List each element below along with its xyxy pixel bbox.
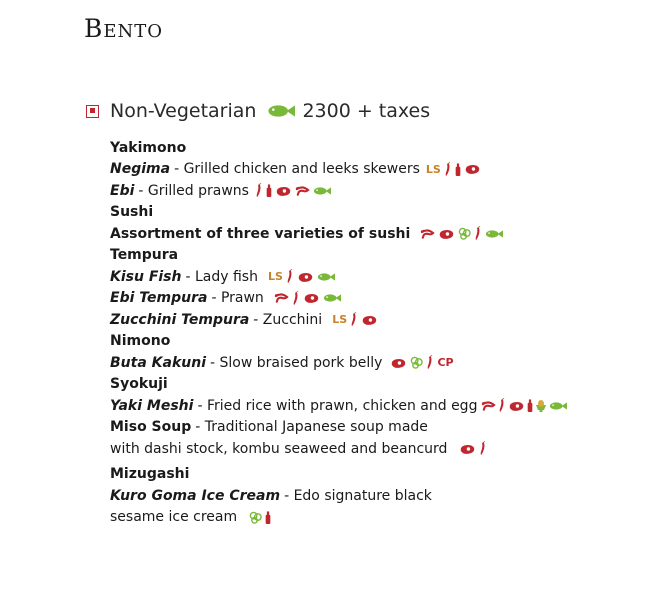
- chili-icon: [444, 162, 452, 177]
- chili-icon: [292, 291, 300, 306]
- item-name: Ebi Tempura: [110, 290, 208, 307]
- item-name: Yaki Meshi: [110, 397, 194, 414]
- cp-badge: CP: [437, 356, 454, 370]
- egg-icon: [535, 399, 547, 413]
- category-header: [86, 98, 430, 124]
- category-label: Non-Vegetarian: [110, 100, 257, 122]
- meat-icon: [361, 314, 378, 326]
- item-icons: [481, 398, 567, 413]
- menu-item-kuro-goma: [110, 485, 630, 507]
- menu-item-buta-kakuni: [110, 352, 630, 374]
- item-name: Assortment of three varieties of sushi: [110, 225, 411, 242]
- fish-icon: [549, 401, 567, 411]
- item-name: Negima: [110, 161, 171, 178]
- fish-icon: [317, 272, 335, 282]
- item-description: - Fried rice with prawn, chicken and egg: [197, 397, 478, 414]
- item-description: - Slow braised pork belly: [210, 354, 383, 371]
- chili-icon: [255, 183, 263, 198]
- item-icons: [426, 162, 481, 177]
- section-heading: Syokuji: [110, 376, 168, 393]
- prawn-icon: [274, 292, 289, 304]
- item-icons: [255, 183, 331, 198]
- meat-icon: [390, 357, 407, 369]
- item-description: sesame ice cream: [110, 509, 238, 526]
- menu-item-negima: [110, 159, 630, 181]
- item-name: Buta Kakuni: [110, 354, 206, 371]
- ls-badge: LS: [332, 313, 348, 327]
- menu-item-miso-soup-cont: [110, 438, 630, 460]
- nut-icon: [249, 511, 262, 524]
- prawn-icon: [420, 228, 435, 240]
- meat-icon: [459, 443, 476, 455]
- ls-badge: LS: [425, 162, 441, 176]
- prawn-icon: [481, 400, 496, 412]
- menu-item-zucchini-tempura: [110, 309, 630, 331]
- chili-icon: [350, 312, 358, 327]
- ls-badge: LS: [267, 270, 283, 284]
- item-description: - Lady fish: [185, 268, 258, 285]
- menu-item-yaki-meshi: [110, 395, 630, 417]
- item-icons: [459, 441, 487, 456]
- item-name: Ebi: [110, 182, 135, 199]
- item-description: - Zucchini: [253, 311, 323, 328]
- fish-icon: [485, 229, 503, 239]
- menu-item-ebi: [110, 180, 630, 202]
- meat-icon: [297, 271, 314, 283]
- bottle-icon: [527, 399, 533, 412]
- item-name: Zucchini Tempura: [110, 311, 250, 328]
- bottle-icon: [455, 163, 461, 176]
- nut-icon: [458, 227, 471, 240]
- section-heading: Sushi: [110, 204, 154, 221]
- fish-icon: [323, 293, 341, 303]
- menu-list: [110, 137, 630, 528]
- item-name: Miso Soup: [110, 419, 192, 436]
- item-icons: [332, 312, 378, 327]
- item-description: - Grilled chicken and leeks skewers: [174, 161, 420, 178]
- chili-icon: [479, 441, 487, 456]
- item-name: Kisu Fish: [110, 268, 182, 285]
- section-heading: Mizugashi: [110, 466, 190, 483]
- item-icons: [390, 355, 453, 370]
- menu-item-kuro-goma-cont: [110, 507, 630, 529]
- non-veg-mark-icon: [86, 105, 99, 118]
- price: 2300 + taxes: [302, 100, 431, 122]
- item-icons: [274, 291, 341, 306]
- item-icons: [420, 226, 503, 241]
- page-title: Bento: [84, 14, 164, 43]
- item-description: - Grilled prawns: [138, 182, 249, 199]
- item-icons: [249, 511, 271, 524]
- menu-item-sushi-assortment: [110, 223, 630, 245]
- chili-icon: [474, 226, 482, 241]
- section-heading: Nimono: [110, 333, 171, 350]
- menu-item-kisu: [110, 266, 630, 288]
- meat-icon: [438, 228, 455, 240]
- fish-icon: [266, 104, 296, 118]
- bottle-icon: [265, 511, 271, 524]
- fish-icon: [313, 186, 331, 196]
- meat-icon: [508, 400, 525, 412]
- chili-icon: [426, 355, 434, 370]
- item-name: Kuro Goma Ice Cream: [110, 487, 281, 504]
- item-description: - Edo signature black: [284, 487, 432, 504]
- chili-icon: [498, 398, 506, 413]
- section-heading: Yakimono: [110, 139, 187, 156]
- menu-item-ebi-tempura: [110, 288, 630, 310]
- item-description: - Prawn: [211, 290, 264, 307]
- chili-icon: [286, 269, 294, 284]
- meat-icon: [464, 163, 481, 175]
- bottle-icon: [266, 184, 272, 197]
- prawn-icon: [295, 185, 310, 197]
- item-description: - Traditional Japanese soup made: [195, 419, 428, 436]
- section-heading: Tempura: [110, 247, 179, 264]
- item-description: with dashi stock, kombu seaweed and beancurd: [110, 440, 448, 457]
- item-icons: [268, 269, 335, 284]
- nut-icon: [410, 356, 423, 369]
- meat-icon: [303, 292, 320, 304]
- menu-item-miso-soup: [110, 417, 630, 439]
- meat-icon: [275, 185, 292, 197]
